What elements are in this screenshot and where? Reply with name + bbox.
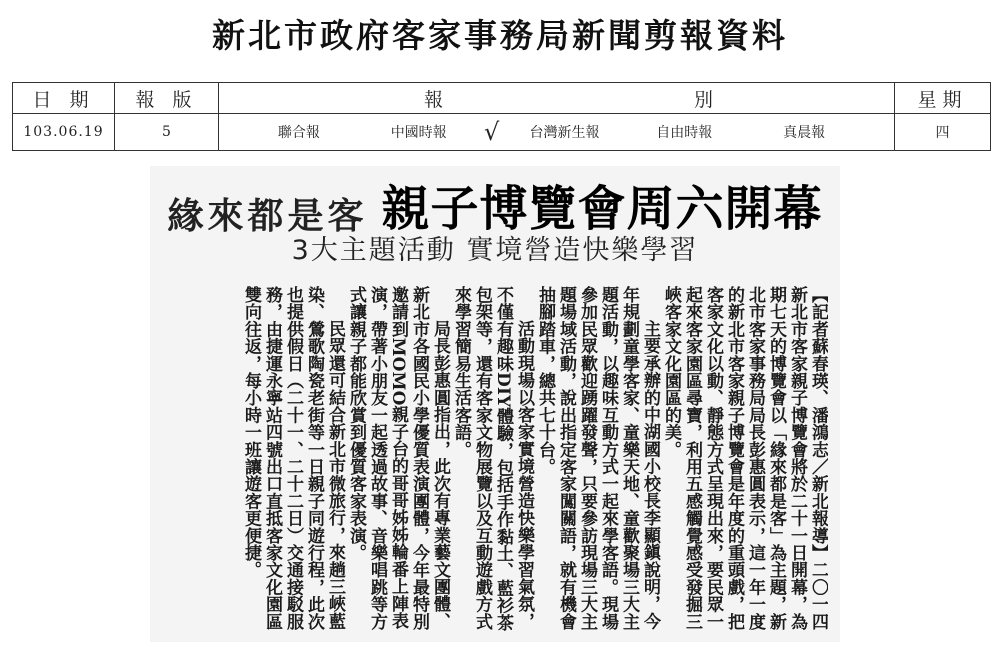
selected-check-mark: √ — [483, 118, 500, 146]
article-paragraph: 民眾還可結合新北市微旅行，來趟三峽藍染、鶯歌陶瓷老街等一日親子同遊行程，此次也提供假日（二十一、二十二日）交通接駁服務，由捷運永寧站四號出口直抵客家文化園區雙向往返，每小時一班讓遊客更便捷。 — [241, 286, 345, 630]
article-paragraph: 【記者蘇春瑛、潘鴻志／新北報導】二〇一四新北市客家親子博覽會將於二十一日開幕，為期七天的博覽會以「緣來都是客」為主題，新北市客家事務局局長彭惠圓表示，這一年一度的新北市客家親子博覽會是年度的重頭戲，把客家文化以動、靜態方式呈現出來，要民眾一起來客家園區尋寶，利用五感觸覺感受發掘三峽客家文化園區的美。 — [661, 286, 828, 630]
date-header: 日 期 — [13, 83, 115, 114]
page-title: 新北市政府客家事務局新聞剪報資料 — [212, 16, 788, 55]
weekday-header: 星期 — [895, 83, 991, 114]
headline-main: 親子博覽會周六開幕 — [381, 181, 823, 237]
paper-option-udn: 聯合報 — [277, 125, 320, 141]
paper-option-zhen-chen: 真晨報 — [783, 125, 826, 141]
article-body — [164, 286, 828, 638]
article-paragraph: 局長彭惠圓指出，此次有專業藝文團體、新北市各國民小學優質表演團體，今年最特別邀請到MOMO親子台的哥哥姊姊輪番上陣表演，帶著小朋友一起透過故事、音樂唱跳等方式讓親子都能欣賞到優質客家表演。 — [346, 286, 450, 630]
date-value: 103.06.19 — [13, 114, 115, 151]
newspaper-list — [219, 114, 895, 151]
newspaper-header-char-2: 別 — [693, 88, 719, 111]
subheadline: 3大主題活動 實境營造快樂學習 — [291, 235, 699, 266]
newspaper-header — [219, 83, 895, 114]
article-paragraph: 主要承辦的中湖國小校長李顯鎭說明，今年規劃童學客家、童樂天地、童歡聚場三大主題活動，以趣味互動方式一起來學客語。現場參加民眾歡迎踴躍發聲，只要參訪現場三大主題場域活動，說出指定客家闖關語，就有機會抽腳踏車，總共七十台。 — [535, 286, 660, 630]
clipping-info-table — [12, 82, 991, 151]
news-clipping — [150, 166, 840, 642]
table-value-row — [13, 114, 991, 151]
edition-header: 報 版 — [115, 83, 219, 114]
article-paragraph: 活動現場以客家實境營造快樂學習氣氛，不僅有趣味DIY體驗，包括手作黏土、藍衫茶包架等，還有客家文物展覽以及互動遊戲方式來學習簡易生活客語。 — [451, 286, 534, 632]
edition-value: 5 — [115, 114, 219, 151]
newspaper-header-char-1: 報 — [423, 88, 449, 111]
headline-kicker: 緣來都是客 — [167, 195, 368, 237]
paper-option-china-times: 中國時報 — [390, 125, 447, 141]
table-header-row — [13, 83, 991, 114]
weekday-value: 四 — [895, 114, 991, 151]
paper-option-liberty-times: 自由時報 — [656, 125, 713, 141]
paper-option-taiwan-shin-sheng: 台灣新生報 — [529, 125, 600, 141]
